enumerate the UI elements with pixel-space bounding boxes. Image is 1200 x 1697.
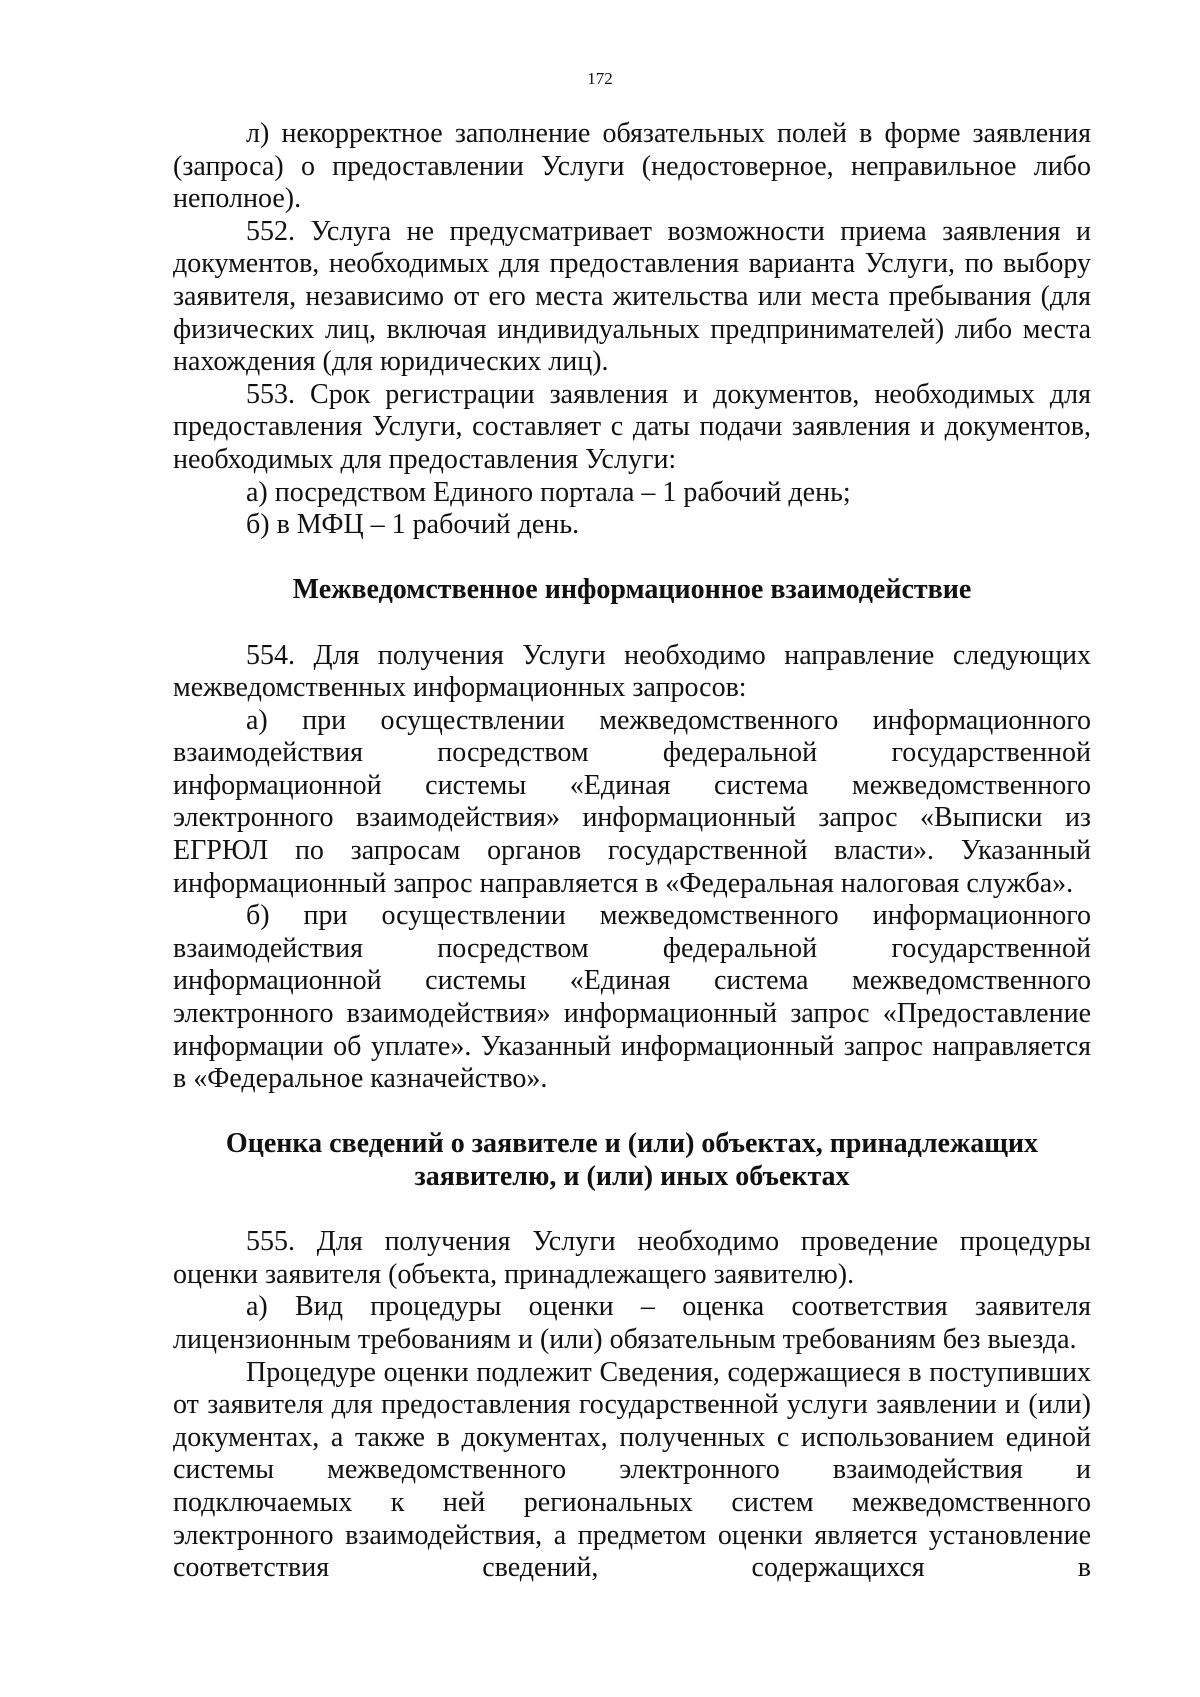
spacer bbox=[173, 1096, 1091, 1129]
paragraph-555: 555. Для получения Услуги необходимо проведение процедуры оценки заявителя (объекта, принадлежащего заявителю). bbox=[173, 1226, 1091, 1290]
spacer bbox=[173, 607, 1091, 640]
paragraph-assessment-procedure: Процедуре оценки подлежит Сведения, содержащиеся в поступивших от заявителя для предоставления государственной услуги заявлении и (или) документах, а также в документах, полученных с использованием единой системы межведомственного электронного взаимодействия и подключаемых к ней региональных систем межведомственного электронного взаимодействия, а предметом оценки является установление соответствия сведений, содержащихся в bbox=[173, 1356, 1091, 1584]
paragraph-item-l: л) некорректное заполнение обязательных полей в форме заявления (запроса) о предоставлении Услуги (недостоверное, неправильное либо неполное). bbox=[173, 118, 1091, 215]
page-number: 172 bbox=[587, 69, 613, 88]
paragraph-554-item-a: а) при осуществлении межведомственного информационного взаимодействия посредством федеральной государственной информационной системы «Единая система межведомственного электронного взаимодействия» информационный запрос «Выписки из ЕГРЮЛ по запросам органов государственной власти». Указанный информационный запрос направляется в «Федеральная налоговая служба». bbox=[173, 704, 1091, 899]
paragraph-553-item-a: а) посредством Единого портала – 1 рабочий день; bbox=[246, 476, 851, 508]
section-heading-assessment bbox=[173, 1128, 1091, 1193]
document-body bbox=[173, 118, 1091, 1585]
paragraph-554-item-b: б) при осуществлении межведомственного информационного взаимодействия посредством федеральной государственной информационной системы «Единая система межведомственного электронного взаимодействия» информационный запрос «Предоставление информации об уплате». Указанный информационный запрос направляется в «Федеральное казначейство». bbox=[173, 900, 1091, 1095]
spacer bbox=[173, 542, 1091, 575]
paragraph-554: 554. Для получения Услуги необходимо направление следующих межведомственных информационных запросов: bbox=[173, 639, 1091, 704]
section-heading-assessment-line2: заявителю, и (или) иных объектах bbox=[414, 1161, 850, 1192]
spacer bbox=[173, 1194, 1091, 1227]
paragraph-555-item-a: а) Вид процедуры оценки – оценка соответствия заявителя лицензионным требованиям и (или) обязательным требованиям без выезда. bbox=[173, 1291, 1091, 1355]
paragraph-553: 553. Срок регистрации заявления и документов, необходимых для предоставления Услуги, составляет с даты подачи заявления и документов, необходимых для предоставления Услуги: bbox=[173, 378, 1091, 475]
section-heading-interagency: Межведомственное информационное взаимодействие bbox=[292, 574, 972, 606]
paragraph-552: 552. Услуга не предусматривает возможности приема заявления и документов, необходимых для предоставления варианта Услуги, по выбору заявителя, независимо от его места жительства или места пребывания (для физических лиц, включая индивидуальных предпринимателей) либо места нахождения (для юридических лиц). bbox=[173, 215, 1091, 378]
paragraph-553-item-b: б) в МФЦ – 1 рабочий день. bbox=[246, 509, 580, 541]
section-heading-assessment-line1: Оценка сведений о заявителе и (или) объектах, принадлежащих bbox=[225, 1128, 1039, 1160]
